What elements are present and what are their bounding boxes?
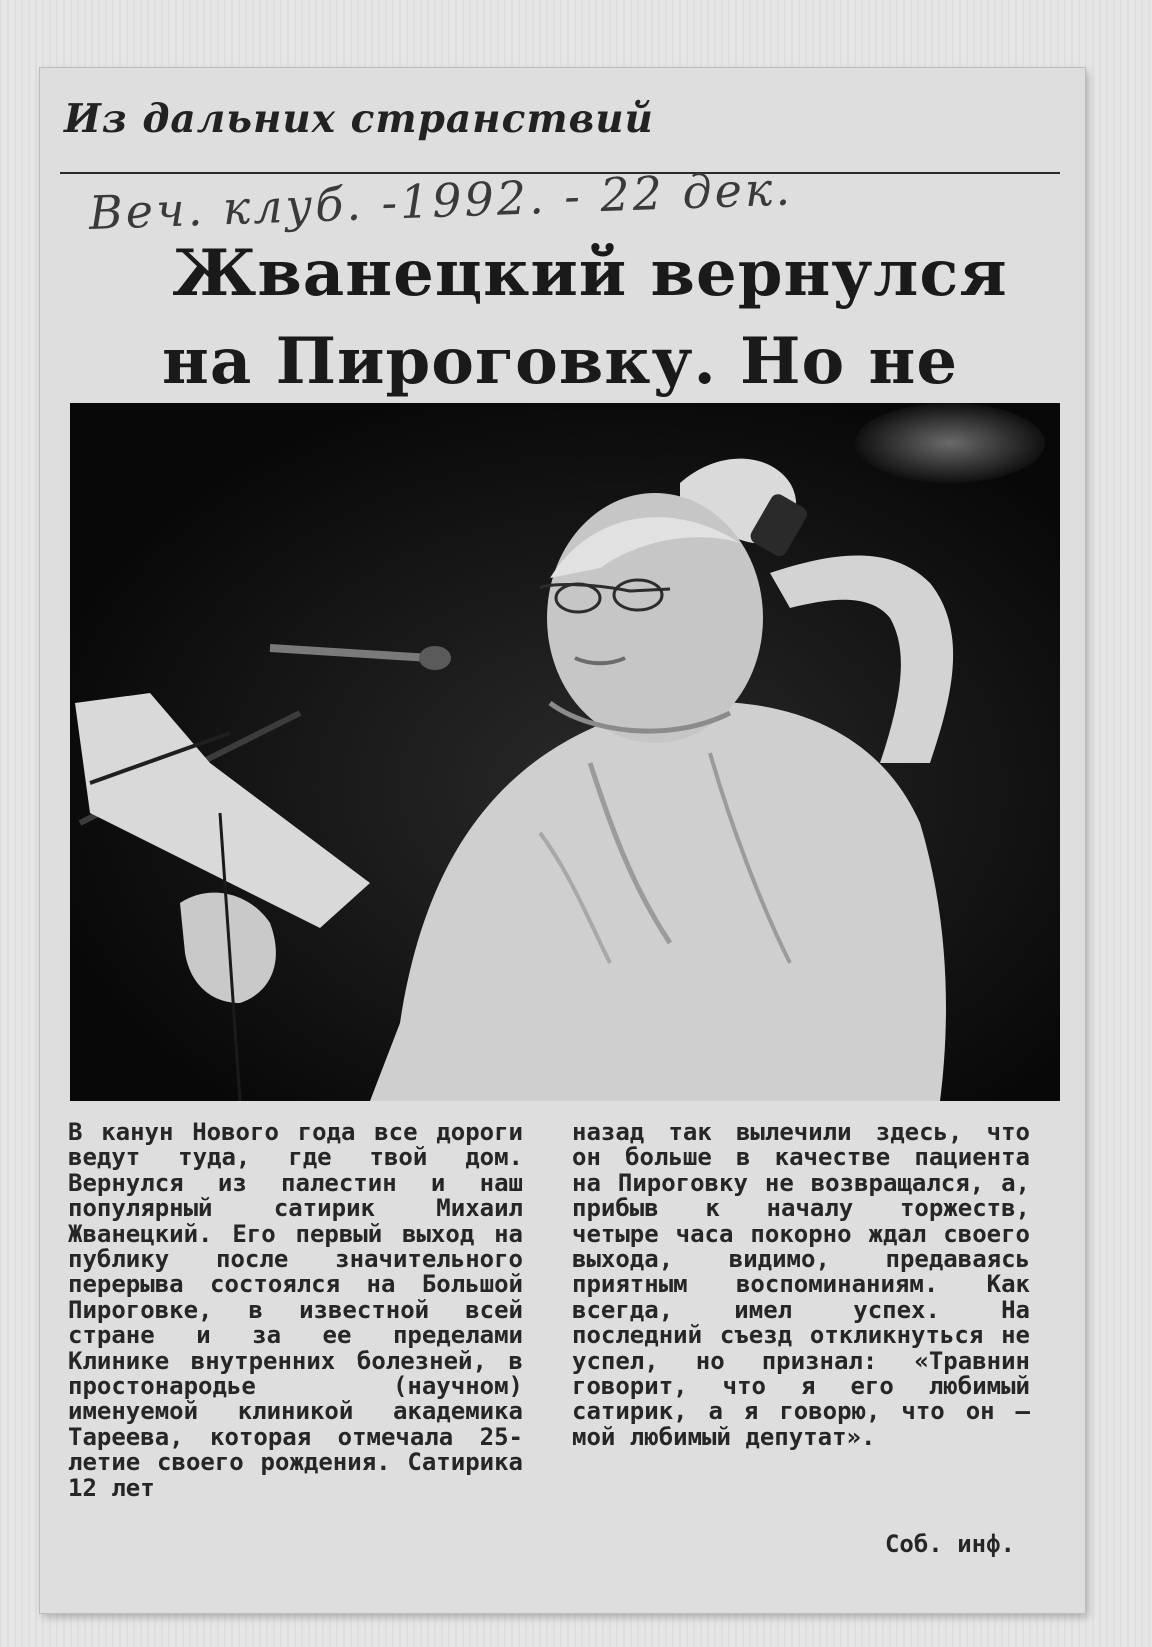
- article-photo: [70, 403, 1060, 1101]
- section-rubric: Из дальних странствий: [64, 96, 654, 142]
- article-body: [64, 1120, 1064, 1540]
- headline-line-1: Жванецкий вернулся: [172, 236, 1008, 311]
- handwritten-source-note: Веч. клуб. -1992. - 22 дек.: [88, 161, 794, 240]
- article-column-2: назад так вылечили здесь, что он больше в качестве пациента на Пироговку не возвращался, а, прибыв к началу торжеств, четыре часа покорно ждал своего выхода, видимо, предаваясь приятным воспоминаниям. Как всегда, имел успех. На последний съезд откликнуться не успел, но признал: «Травнин говорит, что я его любимый сатирик, а я говорю, что он — мой любимый депутат».: [572, 1118, 1045, 1451]
- headline-line-2: на Пироговку. Но не: [161, 324, 959, 399]
- performer-photo-illustration: [70, 403, 1060, 1101]
- newspaper-clipping: [40, 68, 1085, 1613]
- article-column-1: В канун Нового года все дороги ведут туда, где твой дом. Вернулся из палестин и наш популярный сатирик Михаил Жванецкий. Его первый выход на публику после значительного перерыва состоялся на Большой Пироговке, в известной всей стране и за ее пределами Клинике внутренних болезней, в простонародье (научном) именуемой клиникой академика Тареева, которая отмечала 25-летие своего рождения. Сатирика 12 лет: [68, 1118, 538, 1502]
- article-signoff: Соб. инф.: [884, 1530, 1015, 1558]
